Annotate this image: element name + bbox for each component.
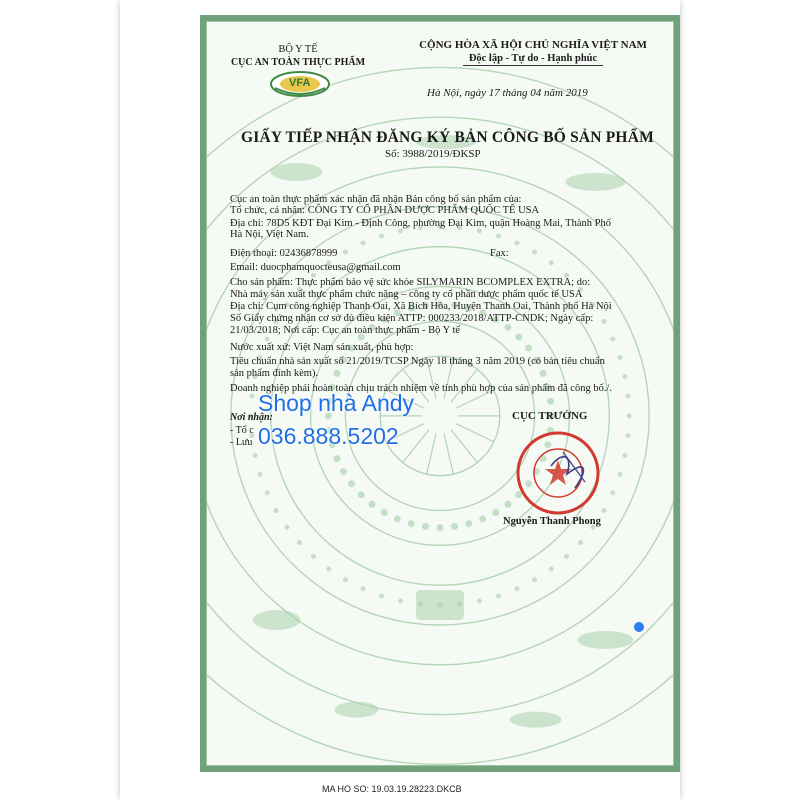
certificate-frame	[200, 15, 680, 772]
email-line: Email: duocphamquocteusa@gmail.com	[230, 262, 401, 273]
certificate-line: Số Giấy chứng nhận cơ sở đủ điều kiện ATTP: 000233/2018/ATTP-CNDK; Ngày cấp:	[230, 313, 594, 324]
shop-overlay-name: Shop nhà Andy	[258, 390, 415, 416]
phone-line: Điện thoại: 02436878999	[230, 248, 338, 259]
dossier-code: MA HO SO: 19.03.19.28223.DKCB	[322, 784, 462, 794]
standard-line-2: sản phẩm đính kèm).	[230, 368, 319, 379]
country-name: CỘNG HÒA XÃ HỘI CHỦ NGHĨA VIỆT NAM	[419, 39, 647, 51]
agency-name: CỤC AN TOÀN THỰC PHẨM	[230, 57, 366, 68]
issue-date: Hà Nội, ngày 17 tháng 04 năm 2019	[427, 87, 588, 99]
document-title: GIẤY TIẾP NHẬN ĐĂNG KÝ BẢN CÔNG BỐ SẢN PHẨM	[241, 129, 654, 146]
signer-role: CỤC TRƯỞNG	[512, 410, 588, 422]
body-line-4: Hà Nội, Việt Nam.	[230, 229, 309, 240]
fax-label: Fax:	[490, 248, 509, 259]
signer-name: Nguyễn Thanh Phong	[503, 516, 601, 527]
body-line-1: Cục an toàn thực phẩm xác nhận đã nhận Bản công bố sản phẩm của:	[230, 194, 522, 205]
origin-line: Nước xuất xứ: Việt Nam sản xuất, phù hợp:	[230, 342, 414, 353]
document-number: Số: 3988/2019/ĐKSP	[385, 148, 481, 160]
official-stamp	[515, 430, 601, 516]
body-line-3: Địa chỉ: 78D5 KĐT Đại Kim - Định Công, phường Đại Kim, quận Hoàng Mai, Thành Phố	[230, 218, 611, 229]
national-motto: Độc lập - Tự do - Hạnh phúc	[468, 53, 598, 64]
shop-overlay-phone: 036.888.5202	[258, 423, 399, 449]
manufacturer-line: Nhà máy sản xuất thực phẩm chức năng – công ty cổ phần dược phẩm quốc tế USA	[230, 289, 583, 300]
recipient-item-2: - Lưu	[230, 437, 253, 448]
standard-line-1: Tiêu chuẩn nhà sản xuất số 21/2019/TCSP Ngày 18 tháng 3 năm 2019 (có bản tiêu chuẩn	[230, 356, 605, 367]
certificate-paper	[206, 21, 674, 766]
document-content	[207, 22, 674, 766]
recipient-item-1: - Tổ c	[230, 425, 254, 436]
body-line-2: Tổ chức, cá nhân: CÔNG TY CỔ PHẦN DƯỢC PHẨM QUỐC TẾ USA	[230, 205, 540, 216]
motto-underline	[463, 65, 603, 66]
vfa-logo: VFA	[269, 70, 331, 98]
factory-address-line: Địa chỉ: Cụm công nghiệp Thanh Oai, Xã Bích Hòa, Huyện Thanh Oai, Thành phố Hà Nội	[230, 301, 612, 312]
responsibility-line: Doanh nghiệp phải hoàn toàn chịu trách nhiệm về tính phù hợp của sản phẩm đã công bố./.	[230, 383, 612, 394]
product-line: Cho sản phẩm: Thực phẩm bảo vệ sức khỏe SILYMARIN BCOMPLEX EXTRA; do:	[230, 277, 591, 288]
recipients-label: Nơi nhận:	[230, 412, 273, 423]
blue-dot-indicator	[634, 622, 644, 632]
ministry-name: BỘ Y TẾ	[278, 44, 318, 55]
issued-line: 21/03/2018; Nơi cấp: Cục an toàn thực phẩm - Bộ Y tế	[230, 325, 461, 336]
